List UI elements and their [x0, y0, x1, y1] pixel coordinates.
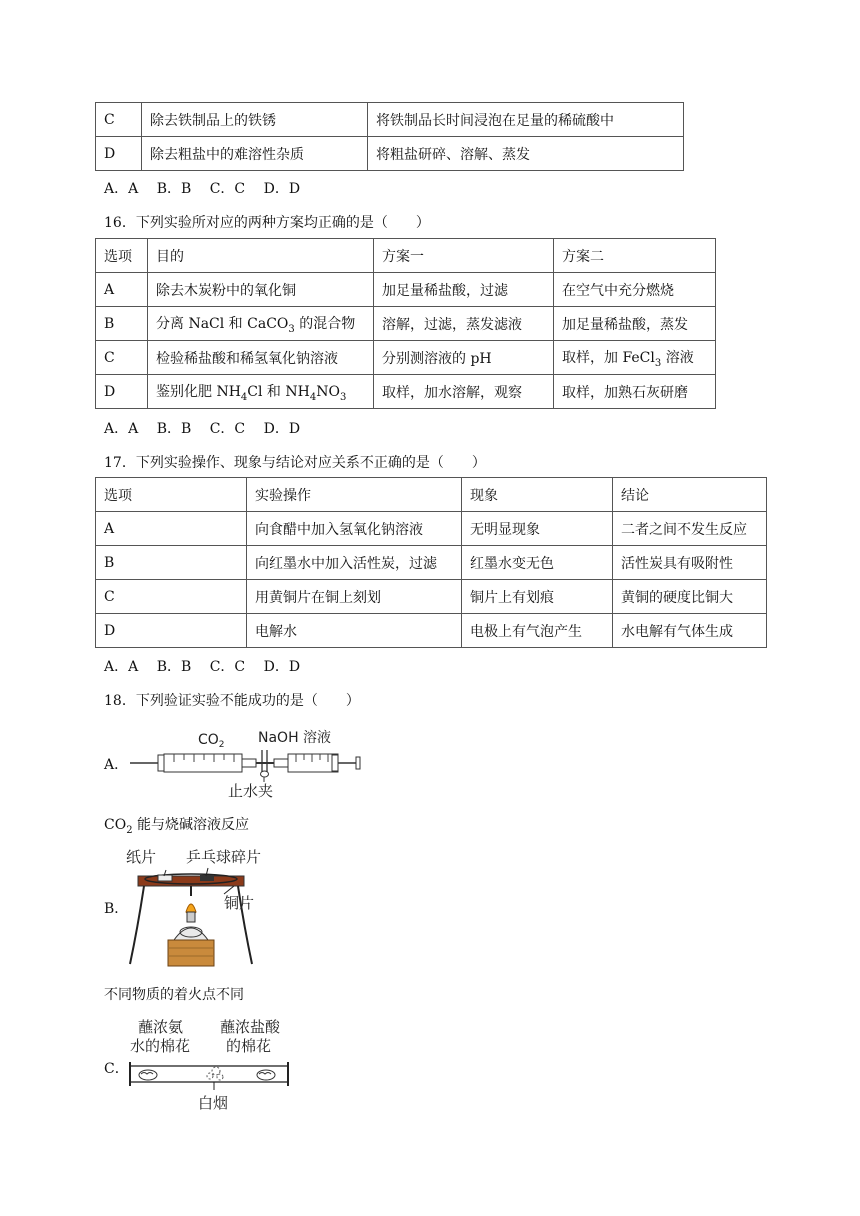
cell-goal: 鉴别化肥 $NH_4Cl$ 和 $NH_4NO_3$ [148, 375, 374, 409]
label-hcl-1: 蘸浓盐酸 [220, 1018, 281, 1036]
header-option: 选项 [96, 478, 247, 512]
cell-plan1: 加足量稀盐酸，过滤 [374, 273, 554, 307]
label-pingpong: 乒乓球碎片 [186, 848, 262, 866]
option-a-label[interactable]: A． [104, 757, 129, 773]
header-phenomenon: 现象 [462, 478, 613, 512]
label-copper: 铜片 [224, 894, 255, 912]
cell-option: C [96, 580, 247, 614]
table-header-row [96, 239, 716, 273]
table-row [96, 580, 767, 614]
cell-conclusion: 活性炭具有吸附性 [613, 546, 767, 580]
table-row [96, 307, 716, 341]
option-b-label[interactable]: B． [104, 901, 129, 917]
cell-option: C [96, 103, 142, 137]
cell-goal: 除去铁制品上的铁锈 [142, 103, 368, 137]
cell-plan1: 分别测溶液的 pH [374, 341, 554, 375]
table-row [96, 614, 767, 648]
cell-conclusion: 黄铜的硬度比铜大 [613, 580, 767, 614]
cell-option: B [96, 546, 247, 580]
label-paper: 纸片 [126, 848, 157, 866]
table-row [96, 103, 684, 137]
table-q16 [95, 238, 716, 409]
label-ammonia-1: 蘸浓氨 [138, 1018, 184, 1036]
option-a-caption: $CO_2$ 能与烧碱溶液反应 [104, 817, 250, 836]
cell-plan2: 在空气中充分燃烧 [554, 273, 716, 307]
label-white-smoke: 白烟 [198, 1094, 229, 1112]
cell-option: A [96, 512, 247, 546]
cell-option: D [96, 614, 247, 648]
header-operation: 实验操作 [247, 478, 462, 512]
question-18-stem: 18．下列验证实验不能成功的是（ ） [104, 693, 360, 709]
table-row [96, 273, 716, 307]
table-row [96, 512, 767, 546]
cell-phenomenon: 无明显现象 [462, 512, 613, 546]
label-clamp: 止水夹 [228, 782, 274, 800]
figure-tripod-burner [124, 846, 274, 970]
cell-method: 将铁制品长时间浸泡在足量的稀硫酸中 [368, 103, 684, 137]
cell-operation: 用黄铜片在铜上刻划 [247, 580, 462, 614]
cell-goal: 除去木炭粉中的氧化铜 [148, 273, 374, 307]
cell-plan1: 溶解，过滤，蒸发滤液 [374, 307, 554, 341]
cell-option: D [96, 137, 142, 171]
cell-operation: 向红墨水中加入活性炭，过滤 [247, 546, 462, 580]
cell-phenomenon: 铜片上有划痕 [462, 580, 613, 614]
figure-syringes [124, 724, 364, 802]
label-naoh: NaOH 溶液 [258, 730, 332, 746]
table-row [96, 341, 716, 375]
choice-b[interactable]: B．B [156, 421, 192, 437]
choice-b[interactable]: B．B [156, 659, 192, 675]
question-16-stem: 16．下列实验所对应的两种方案均正确的是（ ） [104, 215, 430, 231]
option-b-caption: 不同物质的着火点不同 [104, 987, 244, 1003]
cell-plan2: 取样，加 FeCl$_3$ 溶液 [554, 341, 716, 375]
answer-choices-q17 [104, 656, 314, 676]
choice-a[interactable]: A．A [104, 181, 139, 197]
header-plan2: 方案二 [554, 239, 716, 273]
table-row [96, 137, 684, 171]
choice-c[interactable]: C．C [209, 181, 246, 197]
figure-glass-tube [124, 1016, 292, 1116]
choice-c[interactable]: C．C [209, 421, 246, 437]
answer-choices-q16 [104, 418, 314, 438]
table-row [96, 546, 767, 580]
choice-d[interactable]: D．D [263, 181, 301, 197]
header-option: 选项 [96, 239, 148, 273]
cell-option: B [96, 307, 148, 341]
cell-operation: 电解水 [247, 614, 462, 648]
cell-goal: 除去粗盐中的难溶性杂质 [142, 137, 368, 171]
option-c-label[interactable]: C． [104, 1061, 129, 1077]
label-hcl-2: 的棉花 [226, 1037, 272, 1055]
label-co2: $CO_2$ [198, 732, 225, 750]
question-17-stem: 17．下列实验操作、现象与结论对应关系不正确的是（ ） [104, 455, 486, 471]
choice-c[interactable]: C．C [209, 659, 246, 675]
table-row [96, 375, 716, 409]
header-conclusion: 结论 [613, 478, 767, 512]
cell-plan2: 取样，加熟石灰研磨 [554, 375, 716, 409]
cell-plan1: 取样，加水溶解，观察 [374, 375, 554, 409]
cell-option: A [96, 273, 148, 307]
choice-b[interactable]: B．B [156, 181, 192, 197]
label-ammonia-2: 水的棉花 [130, 1037, 191, 1055]
cell-conclusion: 二者之间不发生反应 [613, 512, 767, 546]
cell-goal: 检验稀盐酸和稀氢氧化钠溶液 [148, 341, 374, 375]
table-q15-partial [95, 102, 684, 171]
cell-option: C [96, 341, 148, 375]
answer-choices-q15 [104, 178, 314, 198]
header-goal: 目的 [148, 239, 374, 273]
choice-d[interactable]: D．D [263, 659, 301, 675]
cell-plan2: 加足量稀盐酸，蒸发 [554, 307, 716, 341]
choice-a[interactable]: A．A [104, 421, 139, 437]
cell-phenomenon: 电极上有气泡产生 [462, 614, 613, 648]
cell-operation: 向食醋中加入氢氧化钠溶液 [247, 512, 462, 546]
cell-method: 将粗盐研碎、溶解、蒸发 [368, 137, 684, 171]
cell-goal: 分离 NaCl 和 CaCO$_3$ 的混合物 [148, 307, 374, 341]
table-header-row [96, 478, 767, 512]
header-plan1: 方案一 [374, 239, 554, 273]
choice-a[interactable]: A．A [104, 659, 139, 675]
cell-option: D [96, 375, 148, 409]
cell-phenomenon: 红墨水变无色 [462, 546, 613, 580]
cell-conclusion: 水电解有气体生成 [613, 614, 767, 648]
choice-d[interactable]: D．D [263, 421, 301, 437]
table-q17 [95, 477, 767, 648]
